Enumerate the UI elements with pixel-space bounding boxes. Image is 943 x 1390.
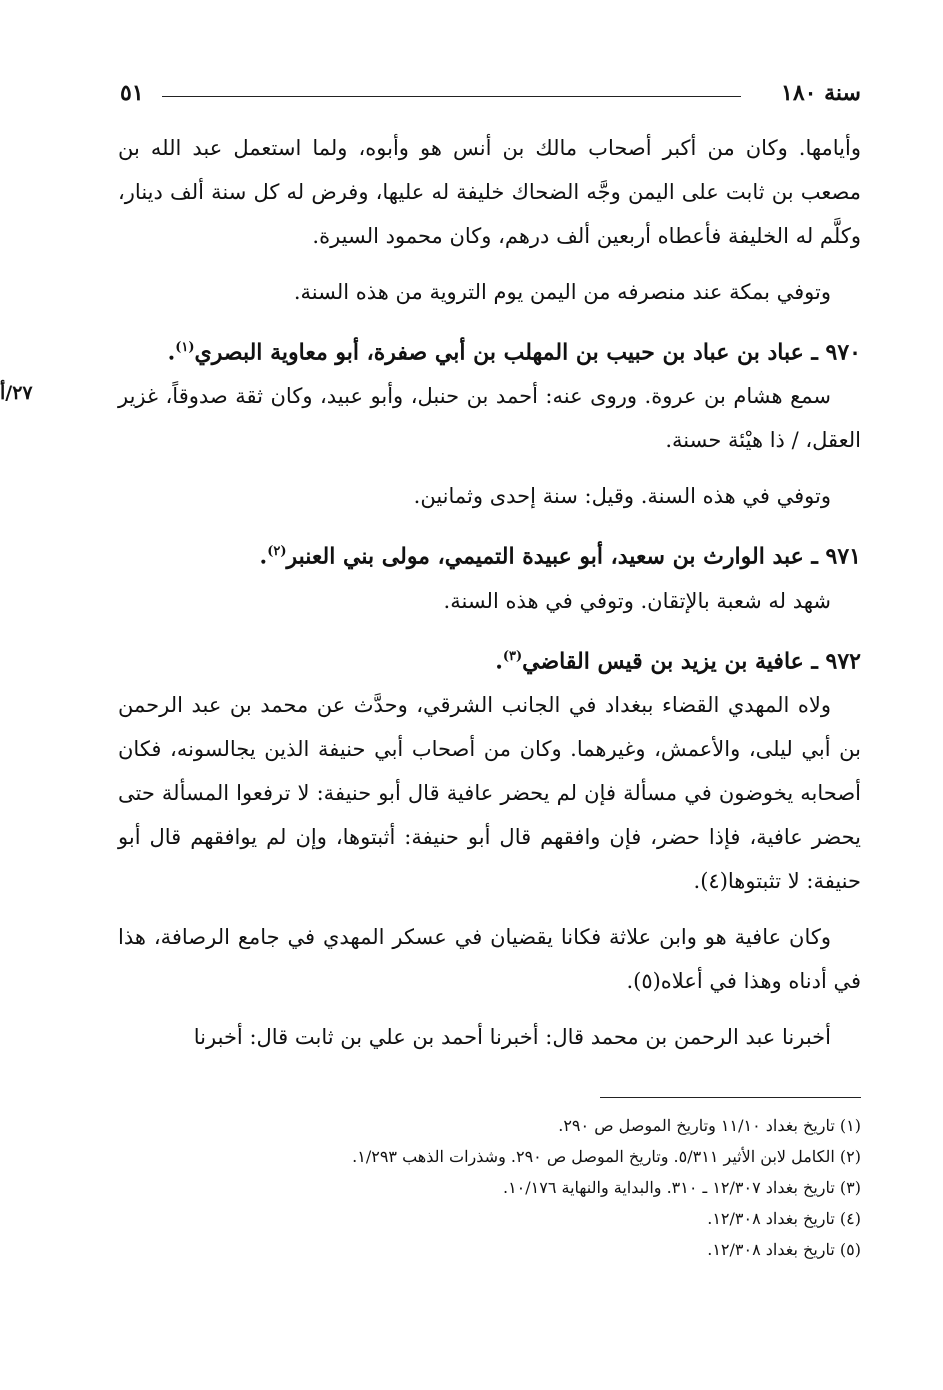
- footnote: (٣) تاريخ بغداد ١٢/٣٠٧ ـ ٣١٠. والبداية والنهاية ١٠/١٧٦.: [502, 1178, 861, 1197]
- footnote: (٢) الكامل لابن الأثير ٥/٣١١. وتاريخ الموصل ص ٢٩٠. وشذرات الذهب ١/٢٩٣.: [352, 1147, 861, 1166]
- footnote-ref: (٢): [267, 544, 287, 560]
- paragraph: شهد له شعبة بالإتقان. وتوفي في هذه السنة.: [443, 588, 831, 613]
- entry-heading-970: ٩٧٠ ـ عباد بن عباد بن حبيب بن المهلب بن أبي صفرة، أبو معاوية البصري$^{(١)}$.: [167, 339, 861, 366]
- paragraph: وتوفي بمكة عند منصرفه من اليمن يوم التروية من هذه السنة.: [293, 280, 831, 304]
- margin-reference: ٢٧/أ: [0, 382, 33, 405]
- footnote: (٤) تاريخ بغداد ١٢/٣٠٨.: [707, 1209, 861, 1228]
- footnote: (٥) تاريخ بغداد ١٢/٣٠٨.: [707, 1240, 861, 1259]
- paragraph: وأيامها. وكان من أكبر أصحاب مالك بن أنس هو وأبوه، ولما استعمل عبد الله بن مصعب بن ثابت على اليمن وجَّه الضحاك خليفة له عليها، وفرض له كل سنة ألف دينار، وكلَّم له الخليفة فأعطاه أربعين ألف درهم، وكان محمود السيرة.: [118, 136, 861, 248]
- page-body: [0, 126, 861, 1059]
- footnotes: [118, 1110, 861, 1265]
- footnote-rule: [600, 1097, 861, 1098]
- entry-heading-972: ٩٧٢ ـ عافية بن يزيد بن قيس القاضي$^{(٣)}$.: [495, 647, 861, 674]
- entry-title: ٩٧١ ـ عبد الوارث بن سعيد، أبو عبيدة التميمي، مولى بني العنبر: [286, 543, 861, 570]
- footnote-ref: (٣): [502, 648, 523, 664]
- entry-title: ٩٧٠ ـ عباد بن عباد بن حبيب بن المهلب بن أبي صفرة، أبو معاوية البصري: [194, 339, 861, 366]
- page-number: ٥١: [120, 80, 144, 106]
- paragraph: ولاه المهدي القضاء ببغداد في الجانب الشرقي، وحدَّث عن محمد بن عبد الرحمن بن أبي ليلى، والأعمش، وغيرهما. وكان من أصحاب أبي حنيفة الذين يجالسونه، فكان أصحابه يخوضون في مسألة فإن لم يحضر عافية قال أبو حنيفة: لا ترفعوا المسألة حتى يحضر عافية، فإذا حضر، فإن وافقهم قال أبو حنيفة: أثبتوها، وإن لم يوافقهم قال أبو حنيفة: لا تثبتوها(٤).: [118, 692, 861, 893]
- paragraph: وكان عافية هو وابن علاثة فكانا يقضيان في عسكر المهدي في جامع الرصافة، هذا في أدناه وهذا في أعلاه(٥).: [118, 924, 861, 993]
- header-year: سنة ١٨٠: [781, 80, 861, 106]
- header-rule: [162, 96, 741, 97]
- paragraph: سمع هشام بن عروة. وروى عنه: أحمد بن حنبل، وأبو عبيد، وكان ثقة صدوقاً، غزير العقل، / ذا هيْئة حسنة.: [118, 384, 861, 453]
- footnote-ref: (١): [175, 340, 195, 355]
- paragraph: وتوفي في هذه السنة. وقيل: سنة إحدى وثمانين.: [413, 484, 831, 509]
- footnote: (١) تاريخ بغداد ١١/١٠ وتاريخ الموصل ص ٢٩٠.: [558, 1116, 861, 1135]
- paragraph: أخبرنا عبد الرحمن بن محمد قال: أخبرنا أحمد بن علي بن ثابت قال: أخبرنا: [193, 1024, 831, 1049]
- entry-heading-971: ٩٧١ ـ عبد الوارث بن سعيد، أبو عبيدة التميمي، مولى بني العنبر$^{(٢)}$.: [259, 543, 861, 570]
- page-header: [120, 80, 861, 116]
- entry-title: ٩٧٢ ـ عافية بن يزيد بن قيس القاضي: [522, 647, 861, 674]
